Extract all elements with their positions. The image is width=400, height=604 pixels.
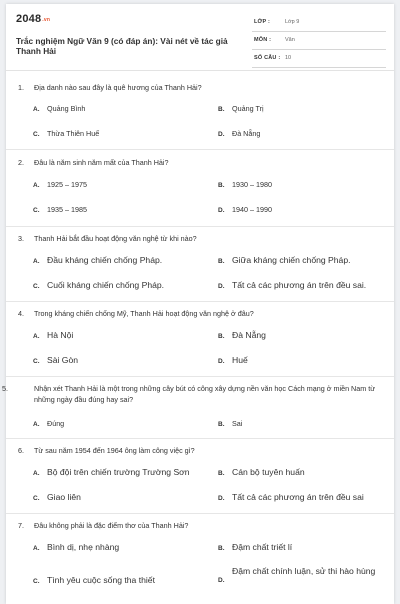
- meta-row-count: [252, 50, 386, 68]
- question-4-text: 4. Trong kháng chiến chống Mỹ, Thanh Hải hoạt động văn nghệ ở đâu?: [18, 309, 254, 318]
- logo-text: 2048: [16, 13, 42, 25]
- question-1-option-a[interactable]: A. Quảng Bình: [33, 104, 86, 113]
- question-3-option-d[interactable]: D. Tất cả các phương án trên đều sai.: [218, 280, 367, 290]
- question-6-option-c[interactable]: C. Giao liên: [33, 492, 81, 502]
- meta-value: 10: [285, 55, 292, 61]
- question-1-option-b[interactable]: B. Quảng Trị: [218, 104, 264, 113]
- logo-suffix: .vn: [42, 17, 51, 23]
- question-3-text: 3. Thanh Hải bắt đầu hoạt động văn nghệ từ khi nào?: [18, 234, 197, 243]
- meta-key: LỚP :: [254, 19, 270, 25]
- question-divider: [6, 376, 394, 377]
- question-7-option-b[interactable]: B. Đậm chất triết lí: [218, 542, 293, 552]
- page-title: Trắc nghiệm Ngữ Văn 9 (có đáp án): Vài nét về tác giả Thanh Hải: [16, 36, 228, 56]
- question-divider: [6, 301, 394, 302]
- question-2-option-c[interactable]: C. 1935 – 1985: [33, 205, 87, 214]
- meta-row-class: [252, 14, 386, 32]
- question-7-option-c[interactable]: C. Tình yêu cuộc sống tha thiết: [33, 575, 155, 585]
- meta-row-subject: [252, 32, 386, 50]
- question-4-option-a[interactable]: A. Hà Nội: [33, 330, 74, 340]
- question-6-option-b[interactable]: B. Cán bộ tuyên huấn: [218, 467, 305, 477]
- site-logo[interactable]: [16, 13, 50, 25]
- question-7-option-d[interactable]: D.Đậm chất chính luận, sử thi hào hùng: [218, 566, 376, 584]
- question-1-option-c[interactable]: C. Thừa Thiên Huế: [33, 129, 100, 138]
- question-1-text: 1. Địa danh nào sau đây là quê hương của Thanh Hải?: [18, 83, 202, 92]
- question-3-option-c[interactable]: C. Cuối kháng chiến chống Pháp.: [33, 280, 165, 290]
- question-4-option-b[interactable]: B. Đà Nẵng: [218, 330, 266, 340]
- meta-value: Văn: [285, 37, 295, 43]
- question-5-option-b[interactable]: B. Sai: [218, 419, 243, 428]
- question-2-option-b[interactable]: B. 1930 – 1980: [218, 180, 272, 189]
- question-7-option-a[interactable]: A. Bình dị, nhẹ nhàng: [33, 542, 120, 552]
- quiz-page: [2, 4, 394, 604]
- question-1-option-d[interactable]: D. Đà Nẵng: [218, 129, 261, 138]
- question-4-option-c[interactable]: C. Sài Gòn: [33, 355, 79, 365]
- question-5-text: 5. Nhận xét Thanh Hải là một trong những cây bút có công xây dựng nền văn học Cách mạng ở miền Nam từ những ngày đầu đúng hay sai?: [2, 384, 376, 404]
- question-7-text: 7. Đâu không phải là đặc điểm thơ của Thanh Hải?: [18, 521, 189, 530]
- question-3-option-b[interactable]: B. Giữa kháng chiến chống Pháp.: [218, 255, 351, 265]
- question-2-option-a[interactable]: A. 1925 – 1975: [33, 180, 87, 189]
- question-3-option-a[interactable]: A. Đầu kháng chiến chống Pháp.: [33, 255, 163, 265]
- question-divider: [6, 226, 394, 227]
- question-2-option-d[interactable]: D. 1940 – 1990: [218, 205, 272, 214]
- meta-table: [252, 14, 386, 68]
- question-4-option-d[interactable]: D. Huế: [218, 355, 248, 365]
- meta-key: SỐ CÂU :: [254, 55, 281, 61]
- meta-value: Lớp 9: [285, 19, 300, 25]
- question-divider: [6, 513, 394, 514]
- question-divider: [6, 149, 394, 150]
- question-6-text: 6. Từ sau năm 1954 đến 1964 ông làm công việc gì?: [18, 446, 195, 455]
- question-6-option-d[interactable]: D. Tất cả các phương án trên đều sai: [218, 492, 364, 502]
- question-2-text: 2. Đâu là năm sinh năm mất của Thanh Hải?: [18, 158, 169, 167]
- question-5-option-a[interactable]: A. Đúng: [33, 419, 65, 428]
- meta-key: MÔN :: [254, 37, 272, 43]
- question-divider: [6, 438, 394, 439]
- question-6-option-a[interactable]: A. Bộ đội trên chiến trường Trường Sơn: [33, 467, 190, 477]
- page-header: [6, 4, 394, 71]
